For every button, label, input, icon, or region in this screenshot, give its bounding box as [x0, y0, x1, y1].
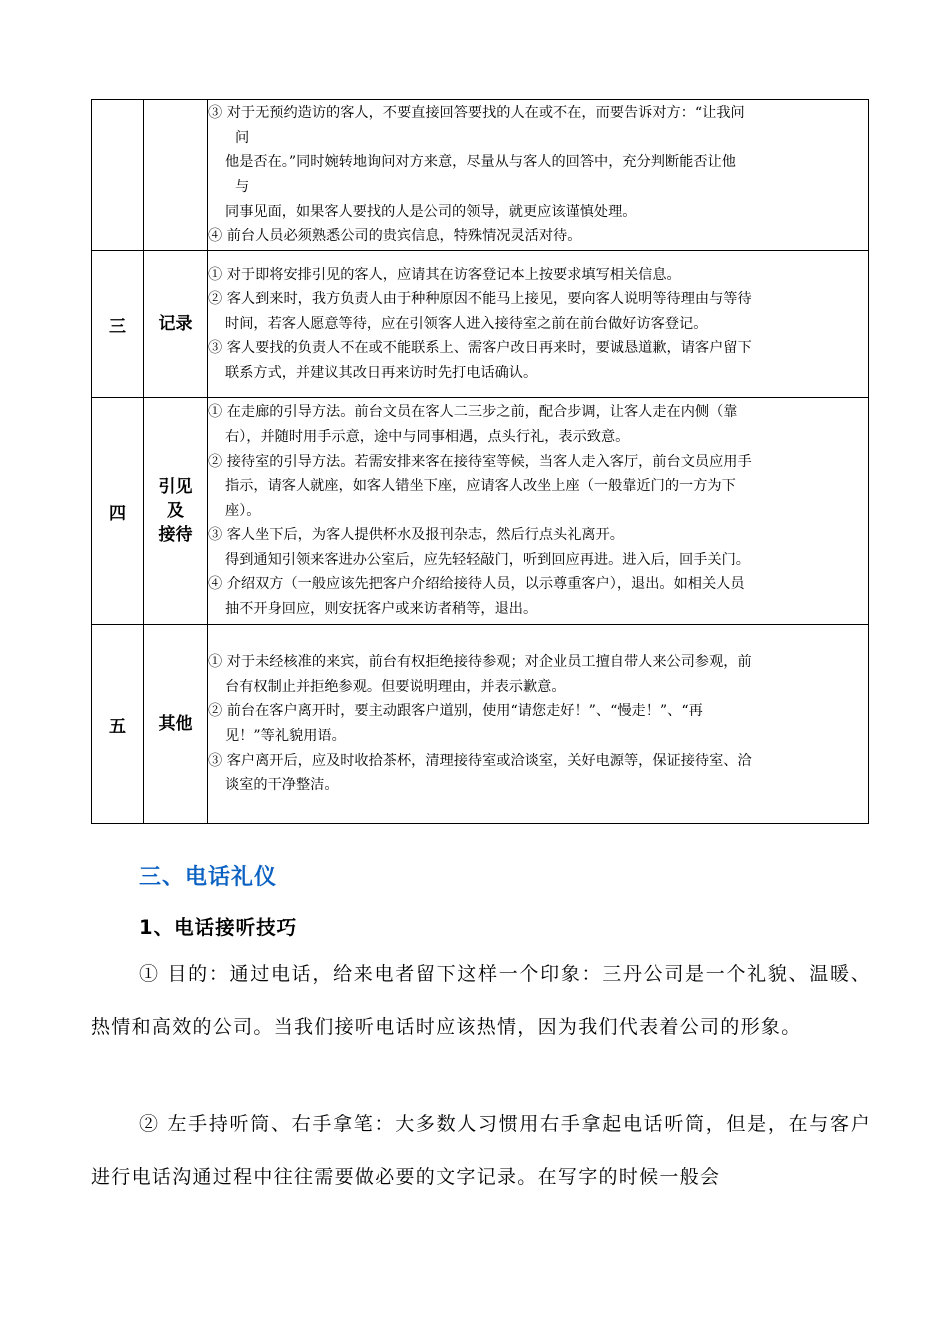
list-item-continuation: 台有权制止并拒绝参观。但要说明理由，并表示歉意。	[225, 678, 566, 695]
row-number: 五	[92, 625, 144, 824]
list-item: ② 客人到来时，我方负责人由于种种原因不能马上接见，要向客人说明等待理由与等待	[208, 291, 752, 308]
list-item-continuation: 时间，若客人愿意等待，应在引领客人进入接待室之前在前台做好访客登记。	[225, 315, 708, 332]
row-title-line: 记录	[158, 314, 193, 334]
row-content	[208, 100, 869, 251]
list-item-continuation: 得到通知引领来客进办公室后，应先轻轻敲门，听到回应再进。进入后，回手关门。	[225, 551, 750, 568]
list-item: ② 接待室的引导方法。若需安排来客在接待室等候，当客人走入客厅，前台文员应用手	[208, 453, 752, 470]
table-row	[92, 625, 869, 824]
row-title-line: 及	[167, 501, 184, 521]
list-item: 同事见面，如果客人要找的人是公司的领导，就更应该谨慎处理。	[225, 203, 637, 220]
list-item: ③ 客人坐下后，为客人提供杯水及报刊杂志，然后行点头礼离开。	[208, 527, 624, 544]
list-item-continuation: 问	[235, 129, 250, 146]
row-content	[208, 398, 869, 625]
list-item: ② 前台在客户离开时，要主动跟客户道别，使用“请您走好！”、“慢走！”、“再	[208, 703, 703, 720]
list-item-continuation: 见！”等礼貌用语。	[225, 728, 346, 744]
table-row	[92, 251, 869, 398]
list-item: 他是否在。”同时婉转地询问对方来意，尽量从与客人的回答中，充分判断能否让他	[225, 154, 736, 171]
row-content	[208, 625, 869, 824]
row-title	[144, 398, 208, 625]
list-item-continuation: 与	[235, 179, 250, 195]
paragraph-purpose: ① 目的：通过电话，给来电者留下这样一个印象：三丹公司是一个礼貌、温暖、热情和高效的公司。当我们接听电话时应该热情，因为我们代表着公司的形象。	[91, 963, 871, 1038]
list-item: ③ 客人要找的负责人不在或不能联系上、需客户改日再来时，要诚恳道歉，请客户留下	[208, 340, 752, 357]
etiquette-table	[91, 99, 869, 824]
list-item-continuation: 指示，请客人就座，如客人错坐下座，应请客人改坐上座（一般靠近门的一方为下	[225, 478, 736, 495]
list-item: ① 在走廊的引导方法。前台文员在客人二三步之前，配合步调，让客人走在内侧（靠	[208, 404, 738, 421]
list-item: ① 对于未经核准的来宾，前台有权拒绝接待参观；对企业员工擅自带人来公司参观，前	[208, 654, 752, 671]
row-title-line: 其他	[158, 714, 193, 734]
sub-heading: 1、电话接听技巧	[139, 916, 298, 939]
list-item-continuation: 座）。	[225, 502, 261, 519]
row-title-line: 接待	[158, 525, 193, 545]
list-item: ① 对于即将安排引见的客人，应请其在访客登记本上按要求填写相关信息。	[208, 266, 681, 283]
list-item-continuation: 右），并随时用手示意，途中与同事相遇，点头行礼，表示致意。	[225, 428, 630, 445]
list-item-continuation: 谈室的干净整洁。	[225, 777, 339, 794]
table-row	[92, 100, 869, 251]
row-title	[144, 100, 208, 251]
row-title	[144, 625, 208, 824]
paragraph-hand-usage: ② 左手持听筒、右手拿笔：大多数人习惯用右手拿起电话听筒，但是，在与客户进行电话沟通过程中往往需要做必要的文字记录。在写字的时候一般会	[91, 1113, 871, 1188]
list-item: ④ 介绍双方（一般应该先把客户介绍给接待人员，以示尊重客户），退出。如相关人员	[208, 576, 745, 593]
section-heading: 三、电话礼仪	[139, 865, 278, 890]
list-item-continuation: 联系方式，并建议其改日再来访时先打电话确认。	[225, 364, 538, 381]
table-row	[92, 398, 869, 625]
row-title-line: 引见	[158, 477, 193, 497]
row-content	[208, 251, 869, 398]
row-number: 四	[92, 398, 144, 625]
row-number	[92, 100, 144, 251]
row-title	[144, 251, 208, 398]
list-item: ③ 对于无预约造访的客人，不要直接回答要找的人在或不在，而要告诉对方：“让我问	[208, 105, 745, 122]
list-item-continuation: 抽不开身回应，则安抚客户或来访者稍等，退出。	[225, 601, 538, 618]
list-item: ③ 客户离开后，应及时收拾茶杯，清理接待室或洽谈室，关好电源等，保证接待室、洽	[208, 752, 752, 769]
row-number: 三	[92, 251, 144, 398]
list-item: ④ 前台人员必须熟悉公司的贵宾信息，特殊情况灵活对待。	[208, 228, 582, 245]
